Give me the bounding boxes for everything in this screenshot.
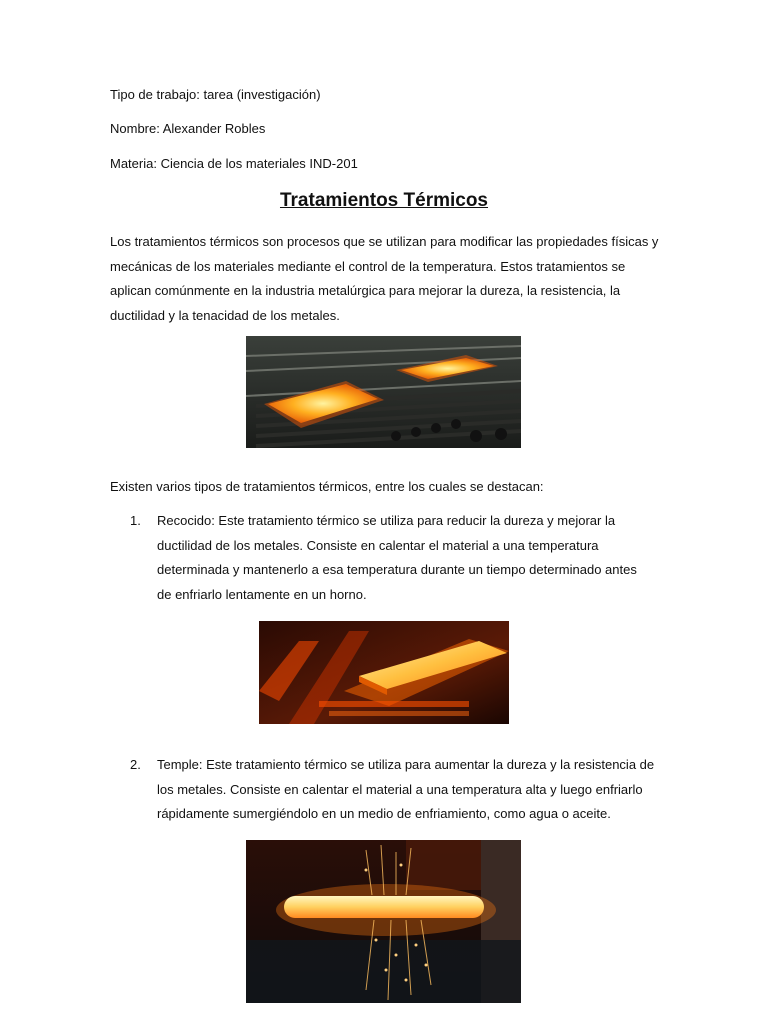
work-type-line: Tipo de trabajo: tarea (investigación) xyxy=(110,87,321,102)
intro-paragraph xyxy=(110,230,658,328)
list-item-line: rápidamente sumergiéndolo en un medio de enfriamiento, como agua o aceite. xyxy=(157,806,611,821)
list-item-line: los metales. Consiste en calentar el material a una temperatura alta y luego enfriarlo xyxy=(157,781,643,797)
subject-line: Materia: Ciencia de los materiales IND-201 xyxy=(110,156,358,171)
furnace-plate-photo xyxy=(259,621,509,724)
list-item-text xyxy=(157,509,662,607)
list-number: 2. xyxy=(130,757,141,772)
student-name-line: Nombre: Alexander Robles xyxy=(110,121,266,136)
list-item-line: Temple: Este tratamiento térmico se utiliza para aumentar la dureza y la resistencia de xyxy=(157,757,655,772)
list-item-line: de enfriarlo lentamente en un horno. xyxy=(157,586,367,602)
list-item-line: ductilidad de los metales. Consiste en calentar el material a una temperatura xyxy=(157,537,599,553)
list-number: 1. xyxy=(130,513,141,528)
intro-line: ductilidad y la tenacidad de los metales. xyxy=(110,307,340,323)
list-item-line: determinada y mantenerlo a esa temperatura durante un tiempo determinado antes xyxy=(157,562,637,577)
intro-line: Los tratamientos térmicos son procesos que se utilizan para modificar las propiedades físicas y xyxy=(110,234,659,249)
list-item-text xyxy=(157,753,662,827)
list-item-line: Recocido: Este tratamiento térmico se utiliza para reducir la dureza y mejorar la xyxy=(157,513,616,528)
intro-line: mecánicas de los materiales mediante el control de la temperatura. Estos tratamientos se xyxy=(110,258,626,274)
intro-line: aplican comúnmente en la industria metalúrgica para mejorar la dureza, la resistencia, la xyxy=(110,283,621,298)
document-title: Tratamientos Térmicos xyxy=(279,190,489,211)
types-intro-text: Existen varios tipos de tratamientos térmicos, entre los cuales se destacan: xyxy=(110,479,544,494)
hot-slabs-photo xyxy=(246,336,521,448)
quenching-bar-photo xyxy=(246,840,521,1003)
